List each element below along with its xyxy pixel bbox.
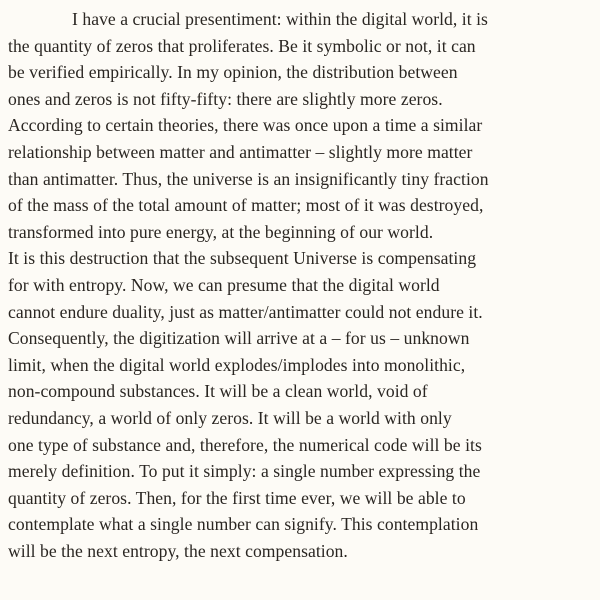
text-line: cannot endure duality, just as matter/antimatter could not endure it. (8, 301, 483, 322)
text-line: of the mass of the total amount of matter; most of it was destroyed, (8, 195, 484, 216)
text-line: for with entropy. Now, we can presume that the digital world (8, 274, 440, 295)
text-line: non-compound substances. It will be a clean world, void of (8, 381, 428, 402)
text-line: redundancy, a world of only zeros. It will be a world with only (8, 407, 452, 428)
text-line: ones and zeros is not fifty-fifty: there are slightly more zeros. (8, 88, 443, 109)
text-line: I have a crucial presentiment: within the digital world, it is (72, 9, 488, 29)
text-line: transformed into pure energy, at the beginning of our world. (8, 221, 434, 242)
text-line: than antimatter. Thus, the universe is an insignificantly tiny fraction (8, 168, 489, 189)
text-line: According to certain theories, there was once upon a time a similar (8, 115, 483, 136)
text-line: It is this destruction that the subsequent Universe is compensating (8, 248, 477, 269)
text-line: Consequently, the digitization will arrive at a – for us – unknown (8, 328, 470, 349)
body-paragraph (8, 6, 590, 564)
text-line: will be the next entropy, the next compensation. (8, 540, 348, 561)
text-line: be verified empirically. In my opinion, the distribution between (8, 62, 458, 83)
text-line: relationship between matter and antimatter – slightly more matter (8, 141, 473, 162)
text-line: quantity of zeros. Then, for the first time ever, we will be able to (8, 487, 466, 508)
text-line: the quantity of zeros that proliferates. Be it symbolic or not, it can (8, 35, 476, 56)
text-line: one type of substance and, therefore, the numerical code will be its (8, 434, 482, 455)
text-line: merely definition. To put it simply: a single number expressing the (8, 461, 481, 482)
text-line: limit, when the digital world explodes/implodes into monolithic, (8, 354, 466, 375)
text-line: contemplate what a single number can signify. This contemplation (8, 514, 479, 535)
